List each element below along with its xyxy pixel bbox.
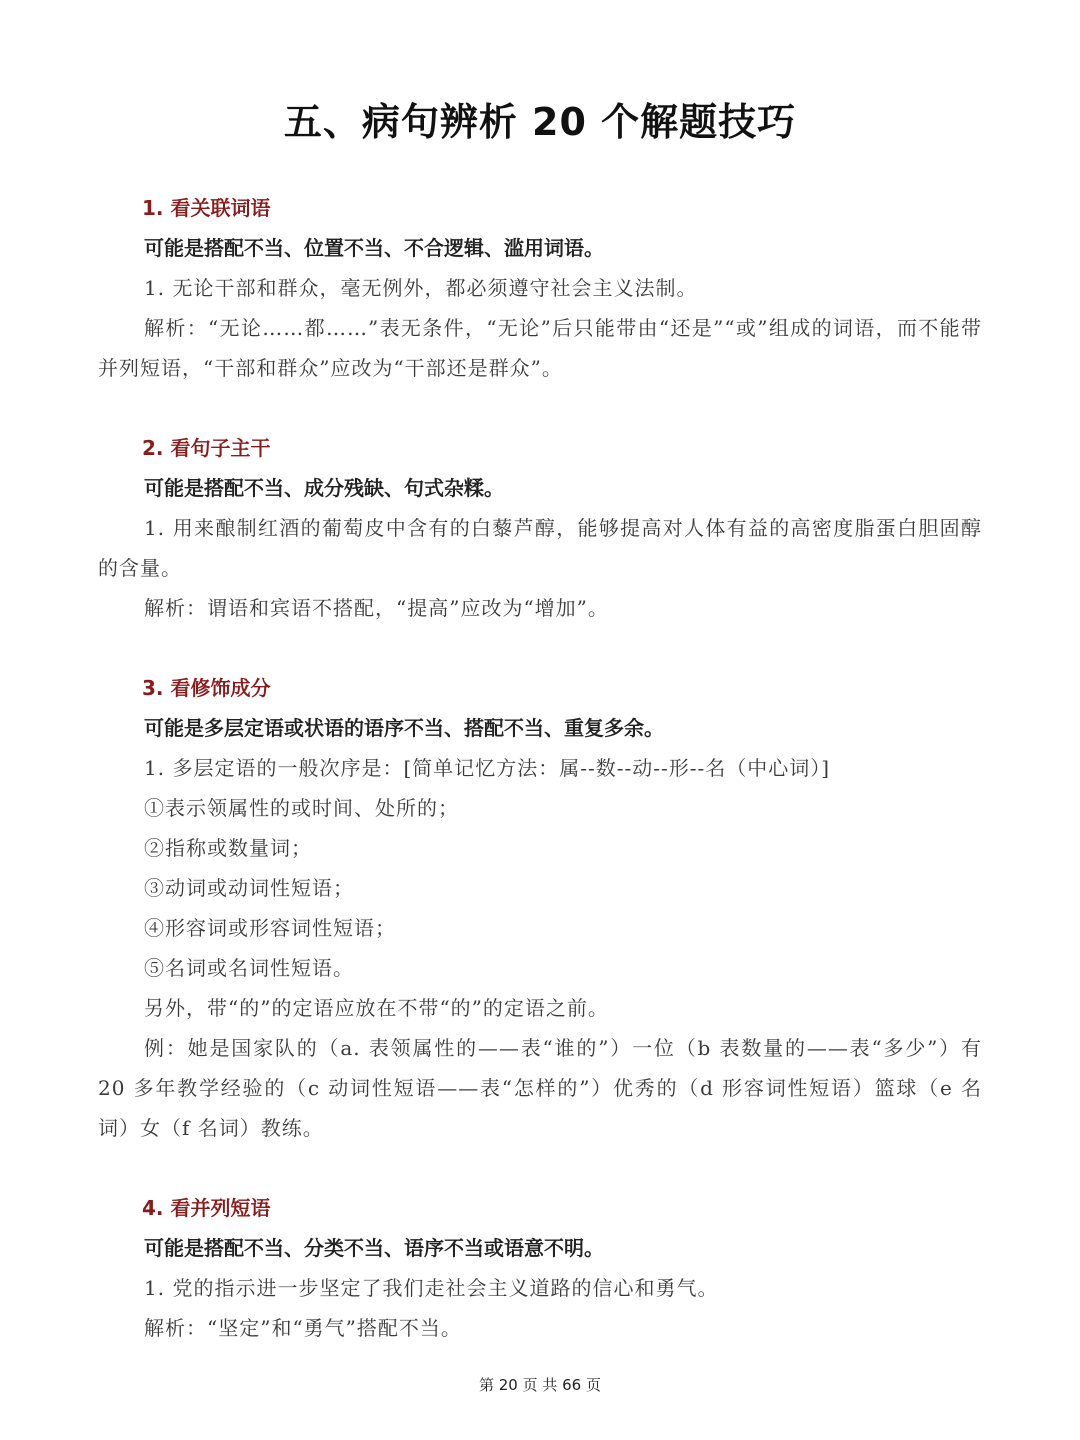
analysis-text: 解析：“无论……都……”表无条件，“无论”后只能带由“还是”“或”组成的词语，而不能带并列短语，“干部和群众”应改为“干部还是群众”。	[98, 316, 982, 380]
section-summary: 可能是搭配不当、位置不当、不合逻辑、滥用词语。	[144, 236, 604, 260]
example-sentence: 1. 用来酿制红酒的葡萄皮中含有的白藜芦醇，能够提高对人体有益的高密度脂蛋白胆固醇的含量。	[98, 516, 982, 580]
page-title: 五、病句辨析 20 个解题技巧	[283, 100, 797, 144]
analysis-text: 解析：“坚定”和“勇气”搭配不当。	[144, 1316, 462, 1340]
list-item: ④形容词或形容词性短语；	[144, 916, 396, 940]
section-heading: 4. 看并列短语	[142, 1196, 271, 1220]
note-text: 另外，带“的”的定语应放在不带“的”的定语之前。	[144, 996, 609, 1020]
section-summary: 可能是搭配不当、成分残缺、句式杂糅。	[144, 476, 504, 500]
section-heading: 3. 看修饰成分	[142, 676, 271, 700]
section-1	[98, 188, 982, 388]
section-heading: 1. 看关联词语	[142, 196, 271, 220]
section-3	[98, 668, 982, 1148]
list-item: ⑤名词或名词性短语。	[144, 956, 354, 980]
section-summary: 可能是多层定语或状语的语序不当、搭配不当、重复多余。	[144, 716, 664, 740]
example-sentence: 1. 无论干部和群众，毫无例外，都必须遵守社会主义法制。	[144, 276, 698, 300]
section-heading: 2. 看句子主干	[142, 436, 271, 460]
section-2	[98, 428, 982, 628]
example-sentence: 1. 多层定语的一般次序是：[简单记忆方法：属--数--动--形--名（中心词）]	[144, 756, 831, 780]
analysis-text: 解析：谓语和宾语不搭配，“提高”应改为“增加”。	[144, 596, 609, 620]
section-summary: 可能是搭配不当、分类不当、语序不当或语意不明。	[144, 1236, 604, 1260]
page-number: 第 20 页 共 66 页	[478, 1376, 601, 1394]
list-item: ③动词或动词性短语；	[144, 876, 354, 900]
example-sentence: 1. 党的指示进一步坚定了我们走社会主义道路的信心和勇气。	[144, 1276, 719, 1300]
list-item: ②指称或数量词；	[144, 836, 312, 860]
analysis-text: 例：她是国家队的（a. 表领属性的——表“谁的”）一位（b 表数量的——表“多少”）有 20 多年教学经验的（c 动词性短语——表“怎样的”）优秀的（d 形容词性短语）篮球（e 名词）女（f 名词）教练。	[98, 1036, 982, 1140]
list-item: ①表示领属性的或时间、处所的；	[144, 796, 459, 820]
section-4	[98, 1188, 982, 1348]
document-body	[98, 188, 982, 1388]
